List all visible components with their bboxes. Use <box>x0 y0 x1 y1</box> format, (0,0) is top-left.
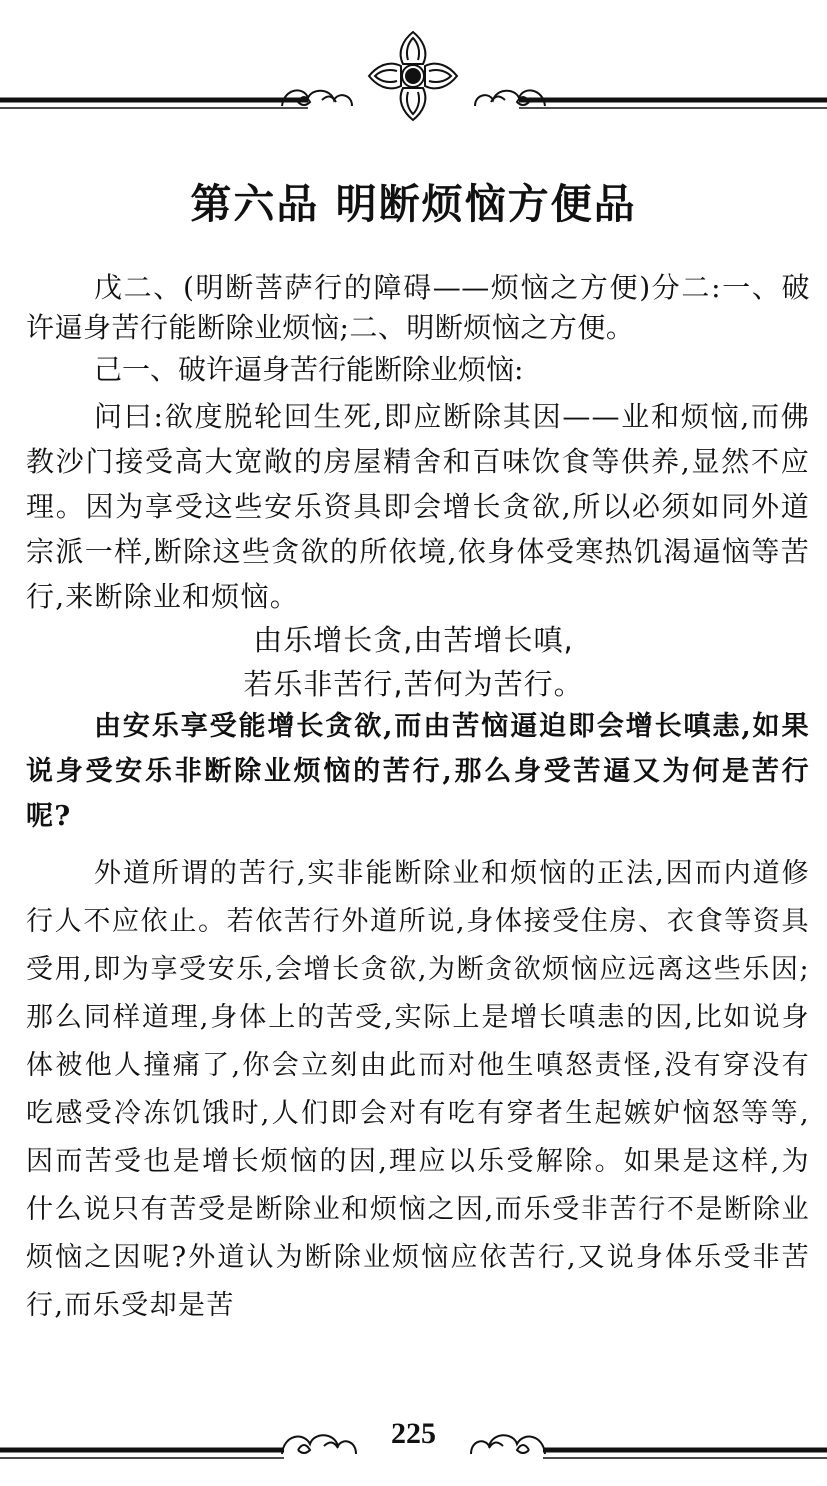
outline-subsection: 己一、破许逼身苦行能断除业烦恼: <box>94 353 524 386</box>
verse-explanation: 由安乐享受能增长贪欲,而由苦恼逼迫即会增长嗔恚,如果说身受安乐非断除业烦恼的苦行,那么身受苦逼又为何是苦行呢? <box>26 711 810 832</box>
question-paragraph: 问曰:欲度脱轮回生死,即应断除其因——业和烦恼,而佛教沙门接受高大宽敞的房屋精舍和百味饮食等供养,显然不应理。因为享受这些安乐资具即会增长贪欲,所以必须如同外道宗派一样,断除这些贪欲的所依境,依身体受寒热饥渴逼恼等苦行,来断除业和烦恼。 <box>26 400 810 613</box>
outline-section <box>26 268 810 348</box>
chapter-title: 第六品 明断烦恼方便品 <box>190 180 637 228</box>
root-verse <box>0 618 827 706</box>
verse-line-1: 由乐增长贪,由苦增长嗔, <box>253 623 574 657</box>
outline-section-text: 戊二、(明断菩萨行的障碍——烦恼之方便)分二:一、破许逼身苦行能断除业烦恼;二、明断烦恼之方便。 <box>26 271 810 344</box>
double-vajra-icon <box>369 32 457 120</box>
page-number: 225 <box>391 1417 436 1450</box>
commentary-paragraph: 外道所谓的苦行,实非能断除业和烦恼的正法,因而内道修行人不应依止。若依苦行外道所说,身体接受住房、衣食等资具受用,即为享受安乐,会增长贪欲,为断贪欲烦恼应远离这些乐因;那么同样道理,身体上的苦受,实际上是增长嗔恚的因,比如说身体被他人撞痛了,你会立刻由此而对他生嗔怒责怪,没有穿没有吃感受冷冻饥饿时,人们即会对有吃有穿者生起嫉妒恼怒等等,因而苦受也是增长烦恼的因,理应以乐受解除。如果是这样,为什么说只有苦受是断除业和烦恼之因,而乐受非苦行不是断除业烦恼之因呢?外道认为断除业烦恼应依苦行,又说身体乐受非苦行,而乐受却是苦 <box>26 858 810 1321</box>
top-vajra-ornament <box>0 28 827 128</box>
verse-line-2: 若乐非苦行,苦何为苦行。 <box>243 667 584 701</box>
